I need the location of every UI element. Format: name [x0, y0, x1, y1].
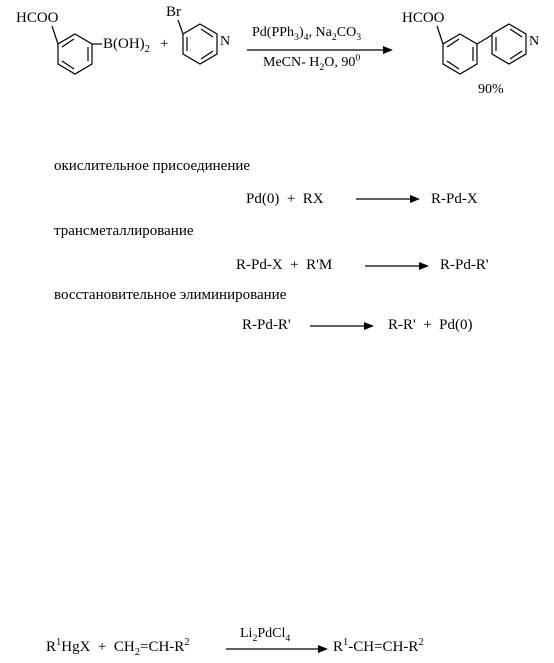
plus-sign: +	[160, 36, 169, 52]
step2-arrow	[365, 261, 429, 271]
reactant2-bromo-label: Br	[166, 4, 181, 20]
step3-label: восстановительное элиминирование	[54, 287, 287, 303]
conditions-solvent-temp: MeCN- $H_2O$, $90^0$	[263, 52, 361, 73]
step2-reactants: R-Pd-X + R'M	[236, 257, 333, 273]
product-formate-label: HCOO	[402, 10, 445, 26]
step2-product: R-Pd-R'	[440, 257, 489, 273]
heck-reactants: $R^1HgX + CH_2=CH-R^2$	[46, 637, 190, 658]
reaction-arrow-suzuki	[247, 45, 393, 55]
step3-reactant: R-Pd-R'	[242, 317, 291, 333]
step2-label: трансметаллирование	[54, 223, 194, 239]
reactant1-formate-label: HCOO	[16, 10, 59, 26]
heck-catalyst: $Li_2PdCl_4$	[240, 626, 291, 644]
step1-product: R-Pd-X	[431, 191, 478, 207]
product-biaryl	[437, 24, 526, 74]
product-yield: 90%	[478, 82, 504, 97]
step3-products: R-R' + Pd(0)	[388, 317, 473, 333]
product-nitrogen-label: N	[529, 34, 540, 49]
heck-arrow	[226, 644, 328, 654]
heck-product: $R^1-CH=CH-R^2$	[333, 637, 424, 655]
step3-arrow	[310, 321, 374, 331]
step1-label: окислительное присоединение	[54, 158, 251, 174]
reactant1-boronic-group: $B(OH)_2$	[103, 36, 150, 55]
conditions-catalyst: $Pd(PPh_3)_4$, $Na_2CO_3$	[252, 25, 362, 43]
step1-reactants: Pd(0) + RX	[246, 191, 324, 207]
reactant2-nitrogen-label: N	[220, 34, 231, 49]
step1-arrow	[356, 194, 420, 204]
reactant2-pyridine-ring	[178, 20, 217, 64]
reactant1-benzene-ring	[52, 26, 102, 74]
